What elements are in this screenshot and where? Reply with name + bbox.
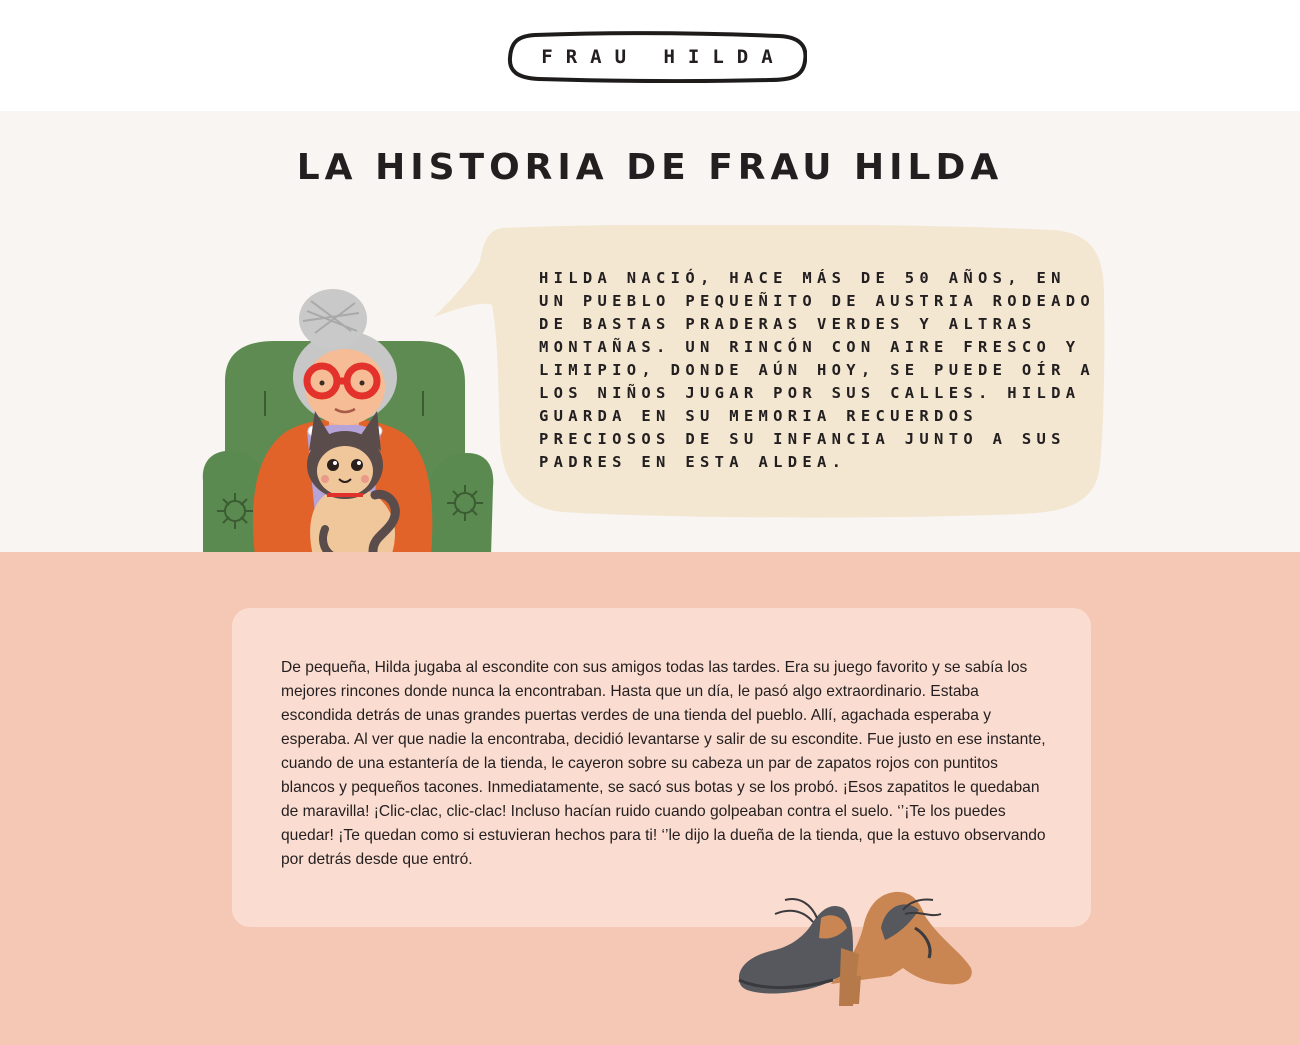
frau-hilda-logo[interactable]: [507, 31, 807, 83]
site-header: [0, 0, 1300, 111]
story-paragraph: De pequeña, Hilda jugaba al escondite con sus amigos todas las tardes. Era su juego favorito y se sabía los mejores rincones donde nunca la encontraban. Hasta que un día, le pasó algo extraordinario. Estaba escondida detrás de unas grandes puertas verdes de una tienda del pueblo. Allí, agachada esperaba y esperaba. Al ver que nadie la encontraba, decidió levantarse y salir de su escondite. Fue justo en ese instante, cuando de una estantería de la tienda, le cayeron sobre su cabeza un par de zapatos rojos con puntitos blancos y pequeños tacones. Inmediatamente, se sacó sus botas y se los probó. ¡Esos zapatitos le quedaban de maravilla! ¡Clic-clac, clic-clac! Incluso hacían ruido cuando golpeaban contra el suelo. ‘’¡Te los puedes quedar! ¡Te quedan como si estuvieran hechos para ti! ‘’le dijo la dueña de la tienda, que la estuvo observando por detrás desde que entró.: [281, 659, 1046, 868]
grandma-with-cat-illustration: [195, 281, 500, 552]
shoes-illustration: [735, 888, 975, 1008]
bubble-text: HILDA NACIÓ, HACE MÁS DE 50 AÑOS, EN UN PUEBLO PEQUEÑITO DE AUSTRIA RODEADO DE BASTAS PRADERAS VERDES Y ALTRAS MONTAÑAS. UN RINCÓN CON AIRE FRESCO Y LIMIPIO, DONDE AÚN HOY, SE PUEDE OÍR A LOS NIÑOS JUGAR POR SUS CALLES. HILDA GUARDA EN SU MEMORIA RECUERDOS PRECIOSOS DE SU INFANCIA JUNTO A SUS PADRES EN ESTA ALDEA.: [539, 269, 1096, 471]
lower-section: [0, 552, 1300, 1045]
story-card: [232, 608, 1091, 927]
page-title: LA HISTORIA DE FRAU HILDA: [296, 147, 1004, 188]
story-section: [0, 111, 1300, 552]
logo-text: FRAU HILDA: [541, 46, 786, 68]
